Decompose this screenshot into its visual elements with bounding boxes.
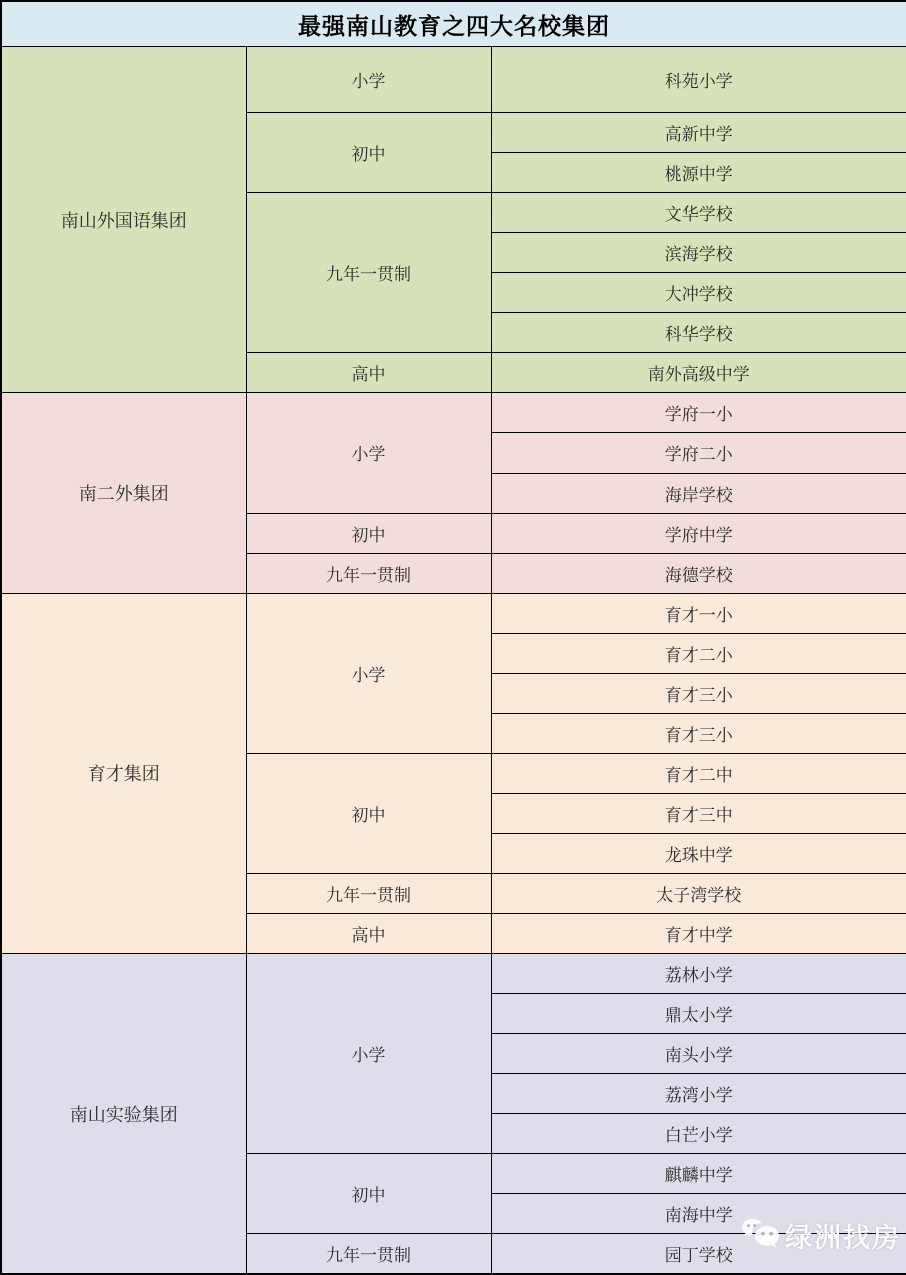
group-name-cell: 南山外国语集团 [1,47,246,393]
school-cell: 育才三中 [491,793,906,833]
school-cell: 荔林小学 [491,954,906,994]
table-row [1,47,906,113]
group-name-cell: 南二外集团 [1,393,246,593]
table-body [1,47,906,1275]
school-cell: 南外高级中学 [491,353,906,393]
school-cell: 育才一小 [491,593,906,633]
level-cell: 九年一贯制 [246,873,491,913]
level-cell: 高中 [246,914,491,954]
school-cell: 海德学校 [491,553,906,593]
level-cell: 小学 [246,47,491,113]
school-cell: 荔湾小学 [491,1074,906,1114]
school-cell: 育才二中 [491,753,906,793]
level-cell: 高中 [246,353,491,393]
school-cell: 南头小学 [491,1034,906,1074]
level-cell: 初中 [246,513,491,553]
school-cell: 海岸学校 [491,473,906,513]
school-cell: 大冲学校 [491,273,906,313]
table-title: 最强南山教育之四大名校集团 [1,1,906,47]
school-cell: 桃源中学 [491,153,906,193]
school-cell: 滨海学校 [491,233,906,273]
school-cell: 育才二小 [491,633,906,673]
school-cell: 科苑小学 [491,47,906,113]
school-cell: 育才三小 [491,713,906,753]
level-cell: 小学 [246,393,491,513]
level-cell: 初中 [246,113,491,193]
level-cell: 九年一贯制 [246,553,491,593]
school-cell: 育才中学 [491,914,906,954]
school-cell: 太子湾学校 [491,873,906,913]
table-row [1,393,906,433]
school-cell: 麒麟中学 [491,1154,906,1194]
level-cell: 九年一贯制 [246,193,491,353]
level-cell: 初中 [246,1154,491,1234]
school-cell: 学府二小 [491,433,906,473]
watermark-text: 绿洲找房 [785,1223,901,1253]
group-name-cell: 育才集团 [1,593,246,953]
school-cell: 鼎太小学 [491,994,906,1034]
table-row [1,954,906,994]
group-name-cell: 南山实验集团 [1,954,246,1274]
title-row [1,1,906,47]
school-cell: 白芒小学 [491,1114,906,1154]
school-cell: 高新中学 [491,113,906,153]
school-cell: 育才三小 [491,673,906,713]
level-cell: 初中 [246,753,491,873]
school-cell: 文华学校 [491,193,906,233]
school-cell: 科华学校 [491,313,906,353]
school-cell: 龙珠中学 [491,833,906,873]
school-cell: 学府中学 [491,513,906,553]
school-cell: 学府一小 [491,393,906,433]
table-row [1,593,906,633]
level-cell: 九年一贯制 [246,1234,491,1274]
level-cell: 小学 [246,954,491,1154]
school-cell: 南海中学 [491,1194,906,1234]
school-cell: 园丁学校 [491,1234,906,1274]
level-cell: 小学 [246,593,491,753]
